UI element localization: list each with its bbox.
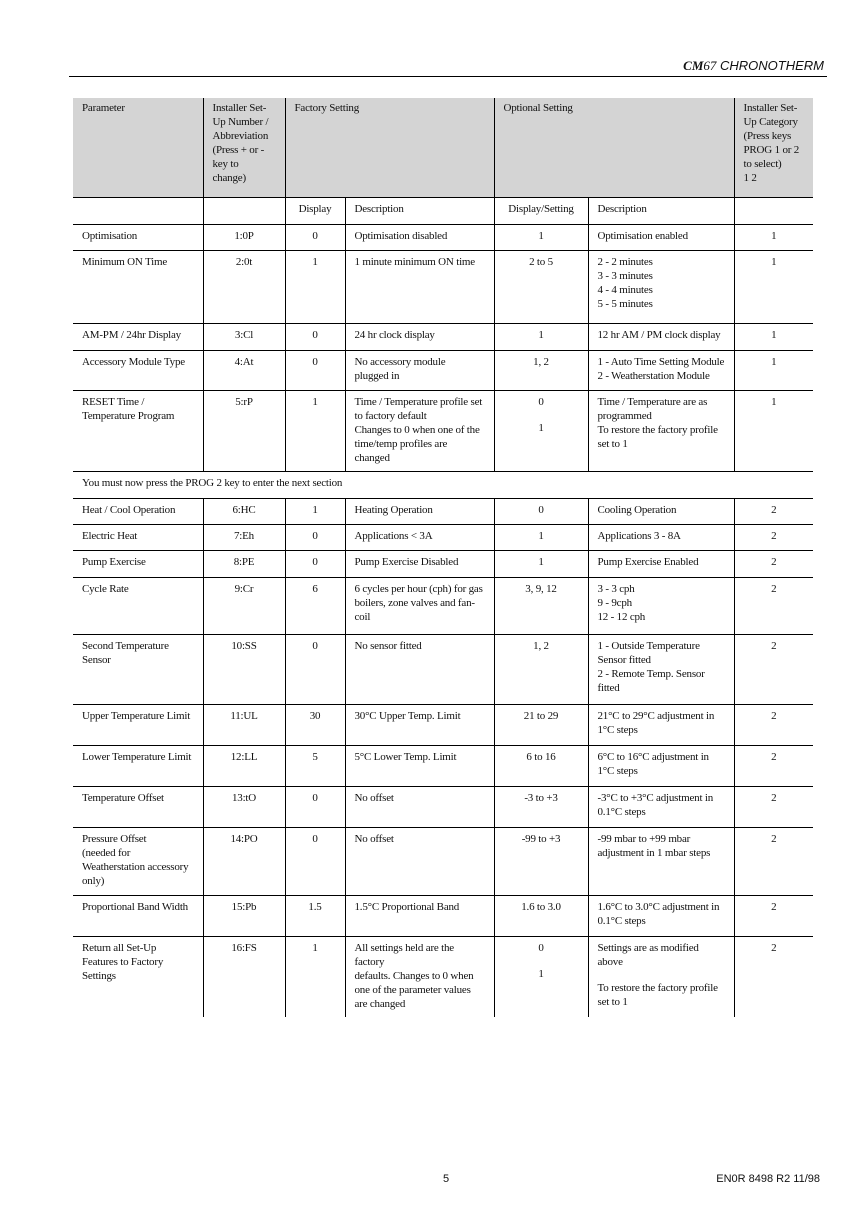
cell-line: Optimisation disabled — [354, 229, 448, 242]
cell-line: 1°C steps — [597, 723, 638, 736]
header-rule — [69, 76, 827, 77]
cell-line: Sensor — [82, 653, 111, 666]
cell-line: 4 - 4 minutes — [597, 283, 653, 296]
cell-line — [504, 955, 579, 967]
subheader-display: Display — [285, 197, 345, 224]
parameter-cell — [73, 577, 203, 634]
setup-code-cell: 11:UL — [203, 704, 285, 745]
cell-line: Lower Temperature Limit — [82, 750, 192, 763]
cell-line: Heat / Cool Operation — [82, 503, 176, 516]
cell-line: Return all Set-Up — [82, 941, 157, 954]
setup-code-cell: 3:Cl — [203, 323, 285, 350]
cell-line: 1, 2 — [533, 355, 549, 368]
cell-line: All settings held are the factory — [354, 941, 454, 968]
setup-code-cell: 8:PE — [203, 550, 285, 577]
optional-description-cell — [588, 390, 734, 471]
cell-line: Changes to 0 when one of the — [354, 423, 480, 436]
model-number: 67 — [703, 58, 717, 73]
parameter-cell — [73, 704, 203, 745]
cell-line: Optimisation enabled — [597, 229, 688, 242]
table-subheader-row — [73, 197, 813, 224]
optional-setting-cell — [494, 577, 588, 634]
cell-line: (needed for — [82, 846, 131, 859]
factory-description-cell — [345, 390, 494, 471]
cell-line: 12 - 12 cph — [597, 610, 646, 623]
cell-line: 2 to 5 — [529, 255, 553, 268]
cell-line: 1 — [538, 529, 544, 542]
cell-line: Cycle Rate — [82, 582, 129, 595]
table-row — [73, 323, 813, 350]
cell-line: 1.6°C to 3.0°C adjustment in — [597, 900, 720, 913]
category-cell: 1 — [734, 390, 813, 471]
setup-code-cell: 13:tO — [203, 786, 285, 827]
optional-setting-cell — [494, 524, 588, 550]
factory-display-cell: 1 — [285, 936, 345, 1017]
cell-line: 2 - Weatherstation Module — [597, 369, 710, 382]
optional-description-cell — [588, 224, 734, 250]
optional-description-cell — [588, 350, 734, 390]
cell-line: 0 — [538, 503, 544, 516]
cell-line: 21 to 29 — [523, 709, 559, 722]
cell-line: 1 minute minimum ON time — [354, 255, 475, 268]
cell-line: Abbreviation — [212, 130, 269, 142]
cell-line: RESET Time / — [82, 395, 145, 408]
cell-line: Applications < 3A — [354, 529, 433, 542]
factory-display-cell: 0 — [285, 634, 345, 704]
category-cell: 1 — [734, 350, 813, 390]
cell-line: Pump Exercise — [82, 555, 146, 568]
subheader-description-2: Description — [588, 197, 734, 224]
cell-line: 1 — [538, 229, 544, 242]
cell-line: to factory default — [354, 409, 427, 422]
table-row — [73, 390, 813, 471]
factory-display-cell: 30 — [285, 704, 345, 745]
table-row — [73, 827, 813, 895]
factory-description-cell — [345, 350, 494, 390]
cell-line: programmed — [597, 409, 652, 422]
cell-line: Temperature Offset — [82, 791, 164, 804]
cell-line: Pump Exercise Disabled — [354, 555, 459, 568]
subheader-description: Description — [345, 197, 494, 224]
cell-line: fitted — [597, 681, 620, 694]
factory-description-cell — [345, 895, 494, 936]
category-cell: 1 — [734, 323, 813, 350]
table-row — [73, 498, 813, 524]
cell-line: Upper Temperature Limit — [82, 709, 191, 722]
cell-line: No offset — [354, 791, 394, 804]
factory-description-cell — [345, 634, 494, 704]
factory-description-cell — [345, 827, 494, 895]
parameter-cell — [73, 550, 203, 577]
cell-line: -3°C to +3°C adjustment in — [597, 791, 714, 804]
cell-line: set to 1 — [597, 995, 628, 1008]
cell-line: 21°C to 29°C adjustment in — [597, 709, 715, 722]
cell-line: Settings — [82, 969, 116, 982]
header-category — [734, 98, 813, 197]
cell-line: 1 — [538, 967, 544, 980]
optional-description-cell — [588, 323, 734, 350]
table-row — [73, 895, 813, 936]
cell-line: Up Number / — [212, 116, 269, 128]
optional-description-cell — [588, 827, 734, 895]
cell-line: 1 — [538, 328, 544, 341]
factory-description-cell — [345, 704, 494, 745]
cell-line: 3 - 3 minutes — [597, 269, 653, 282]
optional-setting-cell — [494, 350, 588, 390]
factory-display-cell: 0 — [285, 786, 345, 827]
optional-setting-cell — [494, 895, 588, 936]
category-cell: 1 — [734, 250, 813, 323]
setup-code-cell: 9:Cr — [203, 577, 285, 634]
cell-line: adjustment in 1 mbar steps — [597, 846, 711, 859]
cell-line: Temperature Program — [82, 409, 175, 422]
factory-display-cell: 0 — [285, 524, 345, 550]
cell-line: PROG 1 or 2 — [743, 144, 800, 156]
cell-line: Installer Set- — [743, 102, 798, 114]
table-row — [73, 250, 813, 323]
table-row — [73, 936, 813, 1017]
optional-setting-cell — [494, 827, 588, 895]
cell-line: AM-PM / 24hr Display — [82, 328, 181, 341]
factory-description-cell — [345, 786, 494, 827]
optional-description-cell — [588, 250, 734, 323]
cell-line: Minimum ON Time — [82, 255, 168, 268]
factory-display-cell: 5 — [285, 745, 345, 786]
cell-line: change) — [212, 172, 246, 184]
cell-line: 3 - 3 cph — [597, 582, 635, 595]
cell-line: 30°C Upper Temp. Limit — [354, 709, 461, 722]
page-header — [683, 58, 824, 74]
parameter-cell — [73, 390, 203, 471]
factory-display-cell: 0 — [285, 350, 345, 390]
table-row — [73, 550, 813, 577]
factory-display-cell: 0 — [285, 550, 345, 577]
header-parameter: Parameter — [73, 98, 203, 197]
optional-setting-cell — [494, 550, 588, 577]
factory-display-cell: 6 — [285, 577, 345, 634]
subheader-display-setting: Display/Setting — [494, 197, 588, 224]
optional-setting-cell — [494, 390, 588, 471]
setup-code-cell: 4:At — [203, 350, 285, 390]
factory-display-cell: 0 — [285, 323, 345, 350]
header-factory-setting: Factory Setting — [285, 98, 494, 197]
product-name: CHRONOTHERM — [716, 58, 824, 73]
factory-display-cell: 0 — [285, 827, 345, 895]
table-row — [73, 224, 813, 250]
factory-display-cell: 1.5 — [285, 895, 345, 936]
cell-line: To restore the factory profile — [597, 423, 718, 436]
cell-line: 1 - Auto Time Setting Module — [597, 355, 725, 368]
cell-line: -3 to +3 — [524, 791, 558, 804]
cell-line: plugged in — [354, 369, 400, 382]
settings-table — [73, 98, 813, 1017]
table-row — [73, 577, 813, 634]
factory-display-cell: 0 — [285, 224, 345, 250]
cell-line: time/temp profiles are changed — [354, 437, 448, 464]
table-row — [73, 634, 813, 704]
parameter-cell — [73, 250, 203, 323]
cell-line: 1 - Outside Temperature — [597, 639, 700, 652]
factory-description-cell — [345, 550, 494, 577]
setup-code-cell: 14:PO — [203, 827, 285, 895]
cell-line: 9 - 9cph — [597, 596, 632, 609]
setup-code-cell: 12:LL — [203, 745, 285, 786]
cell-line: Accessory Module Type — [82, 355, 185, 368]
optional-setting-cell — [494, 936, 588, 1017]
category-cell: 2 — [734, 745, 813, 786]
cell-line: No offset — [354, 832, 394, 845]
optional-description-cell — [588, 524, 734, 550]
factory-description-cell — [345, 498, 494, 524]
cell-line: Proportional Band Width — [82, 900, 188, 913]
factory-display-cell: 1 — [285, 390, 345, 471]
cell-line: set to 1 — [597, 437, 628, 450]
cell-line: 1 2 — [743, 172, 757, 184]
parameter-cell — [73, 498, 203, 524]
parameter-cell — [73, 936, 203, 1017]
header-optional-setting: Optional Setting — [494, 98, 734, 197]
cell-line: 0.1°C steps — [597, 914, 646, 927]
cell-line: -99 to +3 — [521, 832, 561, 845]
cell-line: only) — [82, 874, 105, 887]
cell-line: defaults. Changes to 0 when — [354, 969, 474, 982]
factory-description-cell — [345, 224, 494, 250]
cell-line: Weatherstation accessory — [82, 860, 189, 873]
page-number: 5 — [443, 1173, 450, 1185]
cell-line: Pump Exercise Enabled — [597, 555, 699, 568]
cell-line: are changed — [354, 997, 406, 1010]
setup-code-cell: 10:SS — [203, 634, 285, 704]
cell-line: Installer Set- — [212, 102, 267, 114]
cell-line: 6 cycles per hour (cph) for gas — [354, 582, 483, 595]
cell-line — [598, 969, 725, 981]
cell-line: boilers, zone valves and fan- — [354, 596, 475, 609]
cell-line: Heating Operation — [354, 503, 433, 516]
category-cell: 2 — [734, 550, 813, 577]
cell-line: 24 hr clock display — [354, 328, 435, 341]
cell-line: key to — [212, 158, 239, 170]
cell-line: (Press keys — [743, 130, 792, 142]
cell-line: 1°C steps — [597, 764, 638, 777]
optional-description-cell — [588, 786, 734, 827]
category-cell: 2 — [734, 524, 813, 550]
section-note: You must now press the PROG 2 key to enter the next section — [73, 471, 813, 498]
setup-code-cell: 5:rP — [203, 390, 285, 471]
header-installer-number — [203, 98, 285, 197]
optional-setting-cell — [494, 323, 588, 350]
category-cell: 2 — [734, 786, 813, 827]
section-note-row — [73, 471, 813, 498]
cell-line: Time / Temperature are as — [597, 395, 708, 408]
optional-setting-cell — [494, 224, 588, 250]
optional-setting-cell — [494, 786, 588, 827]
cell-line: to select) — [743, 158, 782, 170]
cell-line: Sensor fitted — [597, 653, 651, 666]
cell-line: 1.6 to 3.0 — [521, 900, 561, 913]
table-row — [73, 350, 813, 390]
cell-line: 6°C to 16°C adjustment in — [597, 750, 709, 763]
setup-code-cell: 2:0t — [203, 250, 285, 323]
optional-description-cell — [588, 550, 734, 577]
cell-line: 2 - 2 minutes — [597, 255, 653, 268]
cell-line: (Press + or - — [212, 144, 265, 156]
optional-description-cell — [588, 704, 734, 745]
cell-line: 0 — [538, 395, 544, 408]
factory-description-cell — [345, 577, 494, 634]
cell-line: To restore the factory profile — [597, 981, 718, 994]
cell-line: 1 — [538, 555, 544, 568]
optional-description-cell — [588, 895, 734, 936]
cell-line: No accessory module — [354, 355, 446, 368]
cell-line — [504, 409, 579, 421]
optional-description-cell — [588, 634, 734, 704]
cell-line: 5°C Lower Temp. Limit — [354, 750, 457, 763]
optional-description-cell — [588, 745, 734, 786]
cell-line: 2 - Remote Temp. Sensor — [597, 667, 705, 680]
cell-line: Cooling Operation — [597, 503, 677, 516]
cell-line: Pressure Offset — [82, 832, 147, 845]
factory-display-cell: 1 — [285, 250, 345, 323]
cell-line: 0 — [538, 941, 544, 954]
cell-line: one of the parameter values — [354, 983, 471, 996]
parameter-cell — [73, 350, 203, 390]
brand-prefix: CM — [683, 58, 704, 73]
cell-line: Optimisation — [82, 229, 138, 242]
optional-setting-cell — [494, 634, 588, 704]
parameter-cell — [73, 634, 203, 704]
factory-description-cell — [345, 250, 494, 323]
factory-description-cell — [345, 936, 494, 1017]
cell-line: 6 to 16 — [526, 750, 556, 763]
cell-line: Second Temperature — [82, 639, 169, 652]
table-row — [73, 524, 813, 550]
cell-line: 3, 9, 12 — [525, 582, 557, 595]
parameter-cell — [73, 323, 203, 350]
setup-code-cell: 6:HC — [203, 498, 285, 524]
category-cell: 2 — [734, 827, 813, 895]
category-cell: 2 — [734, 704, 813, 745]
setup-code-cell: 15:Pb — [203, 895, 285, 936]
cell-line: 0.1°C steps — [597, 805, 646, 818]
optional-description-cell — [588, 936, 734, 1017]
optional-description-cell — [588, 498, 734, 524]
cell-line: 1 — [538, 421, 544, 434]
factory-display-cell: 1 — [285, 498, 345, 524]
setup-code-cell: 1:0P — [203, 224, 285, 250]
cell-line: Up Category — [743, 116, 798, 128]
parameter-cell — [73, 524, 203, 550]
optional-setting-cell — [494, 745, 588, 786]
parameter-cell — [73, 786, 203, 827]
cell-line: 1.5°C Proportional Band — [354, 900, 460, 913]
category-cell: 1 — [734, 224, 813, 250]
cell-line: Features to Factory — [82, 955, 164, 968]
cell-line: 1, 2 — [533, 639, 549, 652]
cell-line: above — [597, 955, 623, 968]
cell-line: No sensor fitted — [354, 639, 422, 652]
setup-code-cell: 7:Eh — [203, 524, 285, 550]
table-row — [73, 745, 813, 786]
optional-description-cell — [588, 577, 734, 634]
cell-line: Electric Heat — [82, 529, 138, 542]
document-reference: EN0R 8498 R2 11/98 — [716, 1173, 820, 1185]
factory-description-cell — [345, 745, 494, 786]
parameter-cell — [73, 827, 203, 895]
table-row — [73, 704, 813, 745]
parameter-cell — [73, 895, 203, 936]
category-cell: 2 — [734, 498, 813, 524]
cell-line: -99 mbar to +99 mbar — [597, 832, 691, 845]
optional-setting-cell — [494, 250, 588, 323]
parameter-cell — [73, 745, 203, 786]
category-cell: 2 — [734, 895, 813, 936]
cell-line: 12 hr AM / PM clock display — [597, 328, 721, 341]
category-cell: 2 — [734, 634, 813, 704]
parameter-cell — [73, 224, 203, 250]
factory-description-cell — [345, 524, 494, 550]
category-cell: 2 — [734, 577, 813, 634]
category-cell: 2 — [734, 936, 813, 1017]
optional-setting-cell — [494, 498, 588, 524]
cell-line: coil — [354, 610, 371, 623]
factory-description-cell — [345, 323, 494, 350]
cell-line: Settings are as modified — [597, 941, 699, 954]
cell-line: 5 - 5 minutes — [597, 297, 653, 310]
cell-line: Applications 3 - 8A — [597, 529, 681, 542]
setup-code-cell: 16:FS — [203, 936, 285, 1017]
optional-setting-cell — [494, 704, 588, 745]
table-header-row — [73, 98, 813, 197]
cell-line: Time / Temperature profile set — [354, 395, 483, 408]
table-row — [73, 786, 813, 827]
